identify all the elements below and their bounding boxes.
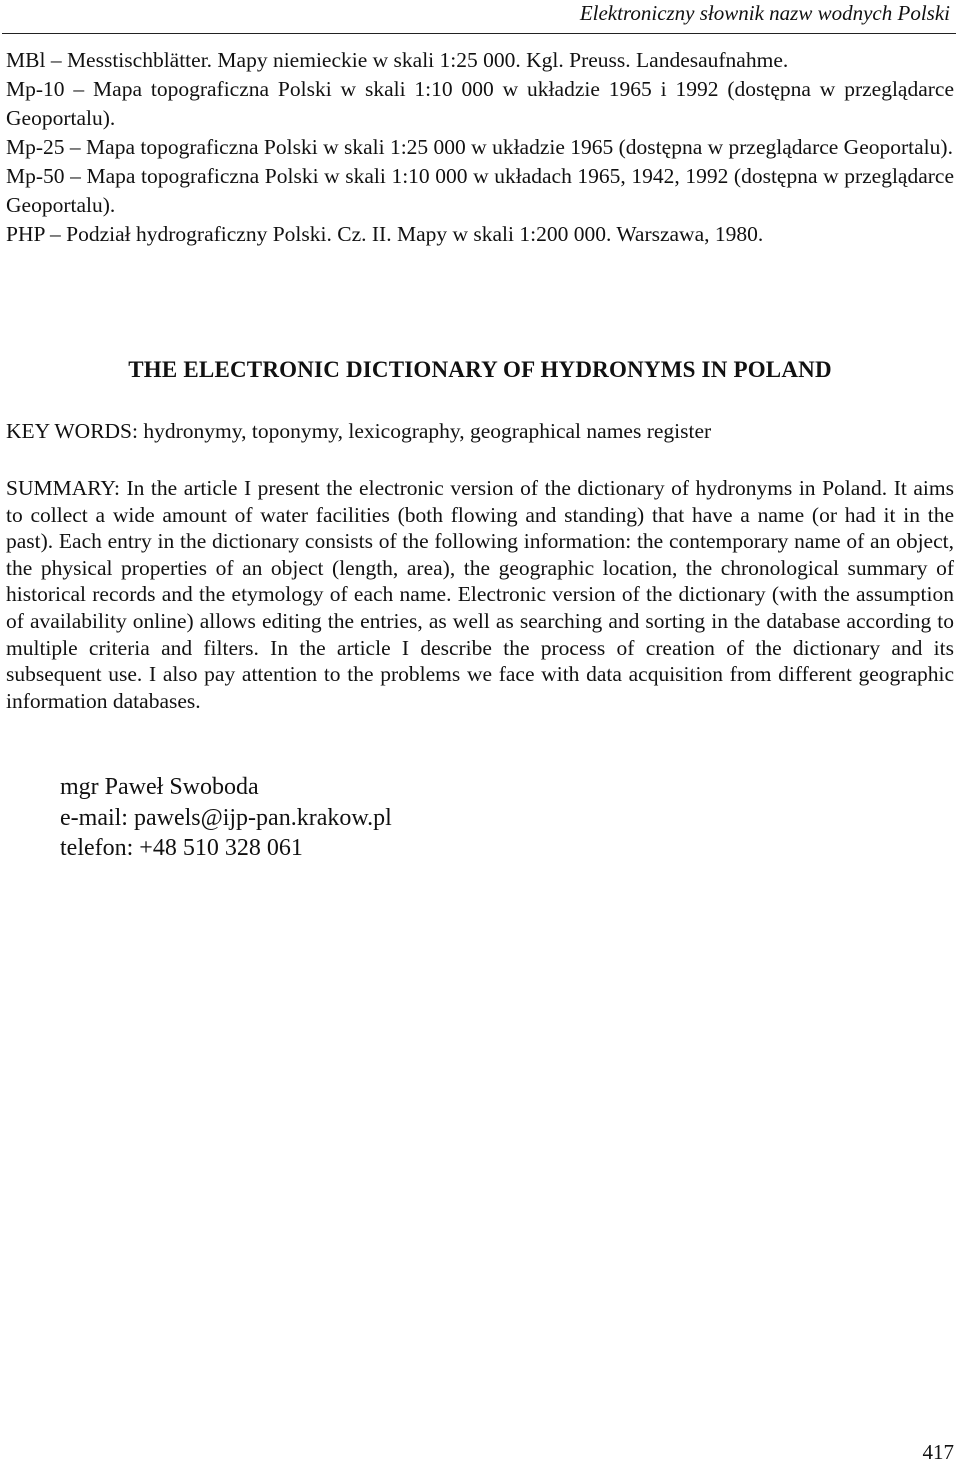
reference-abbr: PHP — [6, 222, 45, 246]
reference-entry — [6, 162, 954, 220]
reference-entry — [6, 133, 954, 162]
author-name: mgr Paweł Swoboda — [60, 774, 259, 800]
reference-text: Messtischblätter. Mapy niemieckie w skali 1:25 000. Kgl. Preuss. Landesaufnahme. — [66, 48, 789, 72]
summary-text: In the article I present the electronic version of the dictionary of hydronyms in Poland. It aims to collect a wide amount of water facilities (both flowing and standing) that have a name (or had it in the past). Each entry in the dictionary consists of the following information: the contemporary name of an object, the physical properties of an object (length, area), the geographic location, the chronological summary of historical records and the etymology of each name. Electronic version of the dictionary (with the assumption of availability online) allows editing the entries, as well as searching and sorting in the database according to multiple criteria and filters. In the article I describe the process of creation of the dictionary and its subsequent use. I also pay attention to the problems we face with data acquisition from different geographic information databases. — [6, 476, 954, 713]
reference-text: Mapa topograficzna Polski w skali 1:10 000 w układzie 1965 i 1992 (dostępna w przeglądarce Geoportalu). — [6, 77, 954, 130]
reference-text: Mapa topograficzna Polski w skali 1:25 000 w układzie 1965 (dostępna w przeglądarce Geoportalu). — [86, 135, 953, 159]
page-number: 417 — [922, 1440, 954, 1464]
reference-list — [6, 46, 954, 249]
reference-abbr: MBl — [6, 48, 46, 72]
summary-label: SUMMARY: — [6, 476, 120, 500]
reference-abbr: Mp-50 — [6, 164, 65, 188]
keywords-text: hydronymy, toponymy, lexicography, geographical names register — [138, 419, 712, 443]
reference-entry — [6, 46, 954, 75]
reference-entry — [6, 220, 954, 249]
keywords — [6, 417, 954, 446]
author-block — [60, 772, 392, 864]
reference-separator: – — [44, 222, 67, 246]
keywords-label: KEY WORDS: — [6, 419, 138, 443]
running-header: Elektroniczny słownik nazw wodnych Polski — [579, 1, 950, 25]
reference-abbr: Mp-25 — [6, 135, 65, 159]
reference-separator: – — [64, 77, 94, 101]
reference-separator: – — [64, 135, 87, 159]
reference-text: Mapa topograficzna Polski w skali 1:10 000 w układach 1965, 1942, 1992 (dostępna w przeglądarce Geoportalu). — [6, 164, 955, 217]
article-title: THE ELECTRONIC DICTIONARY OF HYDRONYMS IN POLAND — [128, 357, 832, 382]
reference-separator: – — [64, 164, 87, 188]
author-email: e-mail: pawels@ijp-pan.krakow.pl — [60, 804, 392, 831]
reference-entry — [6, 75, 954, 133]
header-rule — [2, 33, 956, 34]
reference-text: Podział hydrograficzny Polski. Cz. II. Mapy w skali 1:200 000. Warszawa, 1980. — [66, 222, 764, 246]
reference-separator: – — [45, 48, 67, 72]
reference-abbr: Mp-10 — [6, 77, 65, 101]
author-phone: telefon: +48 510 328 061 — [60, 835, 303, 861]
summary — [6, 475, 954, 714]
